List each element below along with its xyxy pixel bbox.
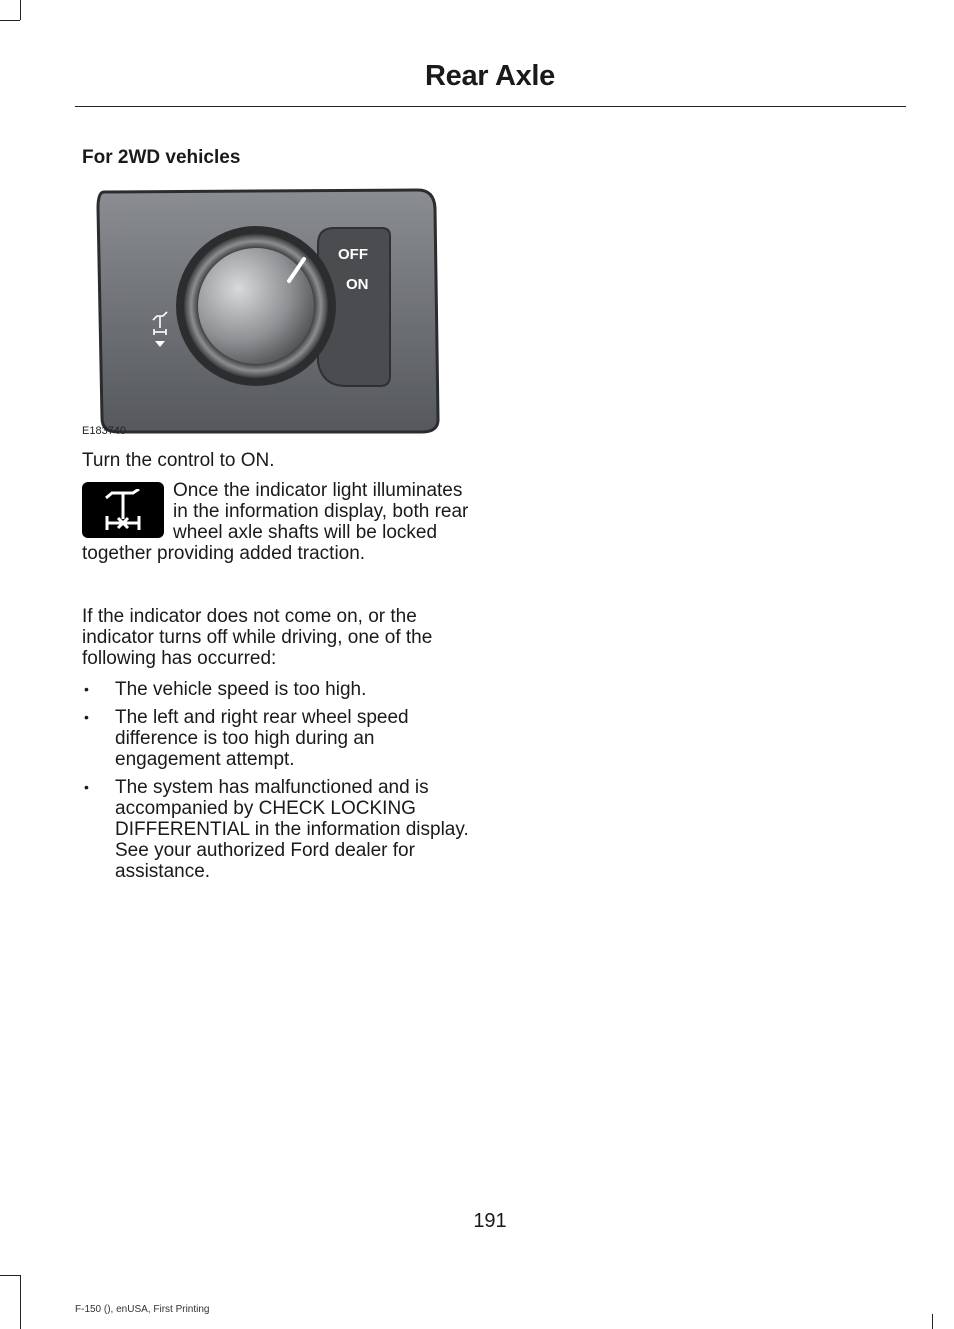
list-item-text: The left and right rear wheel speed difference is too high during an engagement attempt. — [115, 707, 409, 770]
locking-differential-icon — [82, 482, 164, 538]
figure-id: E183740 — [82, 425, 127, 437]
page-title: Rear Axle — [424, 60, 556, 92]
rear-axle-control-illustration — [82, 186, 444, 440]
indicator-text: Once the indicator light illuminates in the information display, both rear wheel axle shafts will be locked together providing added traction. — [82, 480, 469, 564]
crop-mark — [0, 1275, 20, 1276]
crop-mark — [20, 0, 21, 20]
section-heading: For 2WD vehicles — [82, 147, 241, 168]
instruction-paragraph: Turn the control to ON. — [82, 450, 275, 471]
figure-label-on: ON — [346, 276, 369, 293]
list-item-text: The vehicle speed is too high. — [115, 679, 367, 700]
footer-text: F-150 (), enUSA, First Printing — [75, 1304, 210, 1315]
figure-label-off: OFF — [338, 246, 368, 263]
crop-mark — [932, 1314, 933, 1329]
intro-paragraph: If the indicator does not come on, or the indicator turns off while driving, one of the following has occurred: — [82, 606, 433, 669]
page-number: 191 — [473, 1210, 507, 1232]
crop-mark — [0, 20, 20, 21]
list-item: • The vehicle speed is too high. — [84, 679, 367, 700]
crop-mark — [20, 1275, 21, 1329]
list-item: • The left and right rear wheel speed difference is too high during an engagement attempt. — [84, 707, 409, 770]
list-item: • The system has malfunctioned and is accompanied by CHECK LOCKING DIFFERENTIAL in the information display. See your authorized Ford dealer for assistance. — [84, 777, 469, 882]
condition-list — [82, 679, 477, 889]
indicator-paragraph — [82, 480, 472, 564]
header-divider — [75, 106, 906, 107]
list-item-text: The system has malfunctioned and is accompanied by CHECK LOCKING DIFFERENTIAL in the information display. See your authorized Ford dealer for assistance. — [115, 777, 469, 882]
